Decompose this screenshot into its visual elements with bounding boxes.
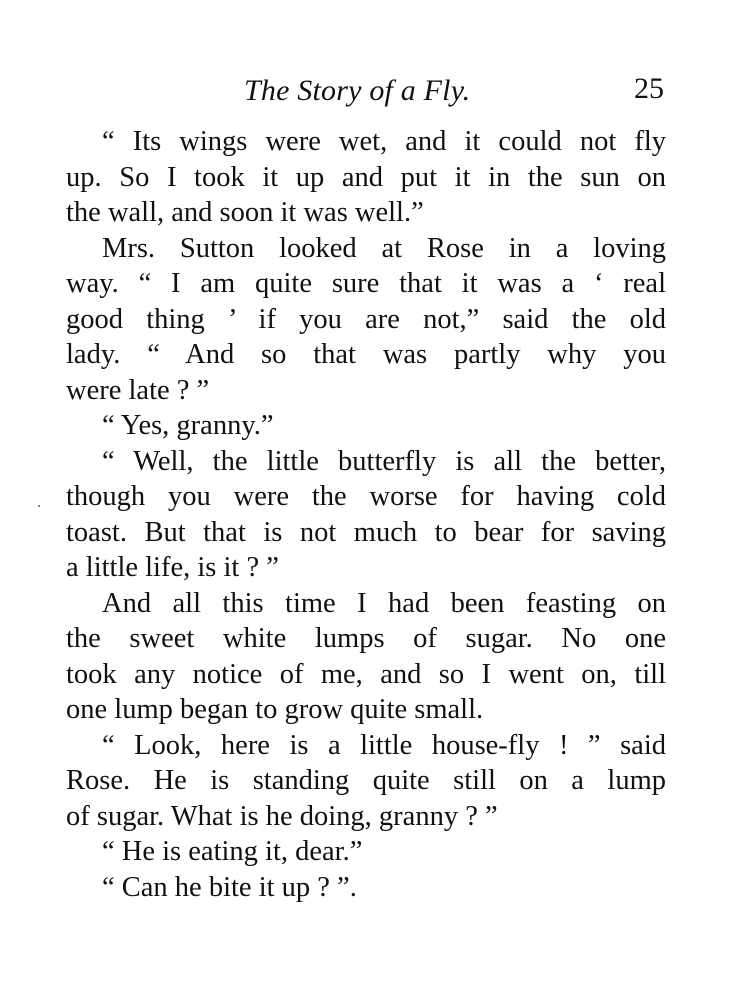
running-head — [66, 70, 666, 110]
text-line: up. So I took it up and put it in the sun on — [66, 161, 666, 193]
text-line: of sugar. What is he doing, granny ? ” — [66, 800, 498, 832]
text-line: And all this time I had been feasting on — [102, 587, 666, 619]
body-text — [66, 124, 666, 905]
text-line: “ Can he bite it up ? ”. — [102, 871, 357, 903]
margin-speck — [38, 505, 40, 507]
text-line: “ Well, the little butterfly is all the better, — [102, 445, 666, 477]
running-title: The Story of a Fly. — [244, 74, 471, 107]
text-line: the sweet white lumps of sugar. No one — [66, 623, 666, 654]
page-number: 25 — [634, 72, 664, 105]
text-line: took any notice of me, and so I went on, till — [66, 658, 666, 690]
text-line: “ Look, here is a little house-fly ! ” said — [102, 729, 666, 761]
text-line: though you were the worse for having cold — [66, 481, 666, 512]
text-line: a little life, is it ? ” — [66, 552, 279, 583]
text-line: Rose. He is standing quite still on a lump — [66, 765, 666, 796]
text-line: were late ? ” — [66, 374, 210, 406]
text-line: one lump began to grow quite small. — [66, 694, 484, 725]
text-line: the wall, and soon it was well.” — [66, 197, 424, 228]
text-line: good thing ’ if you are not,” said the old — [66, 303, 666, 335]
text-line: way. “ I am quite sure that it was a ‘ real — [66, 268, 666, 299]
text-line: toast. But that is not much to bear for saving — [66, 516, 666, 548]
text-line: “ Yes, granny.” — [102, 410, 274, 441]
text-line: “ He is eating it, dear.” — [102, 836, 363, 867]
text-line: “ Its wings were wet, and it could not fly — [102, 126, 666, 157]
text-line: Mrs. Sutton looked at Rose in a loving — [102, 232, 666, 264]
text-line: lady. “ And so that was partly why you — [66, 339, 666, 370]
